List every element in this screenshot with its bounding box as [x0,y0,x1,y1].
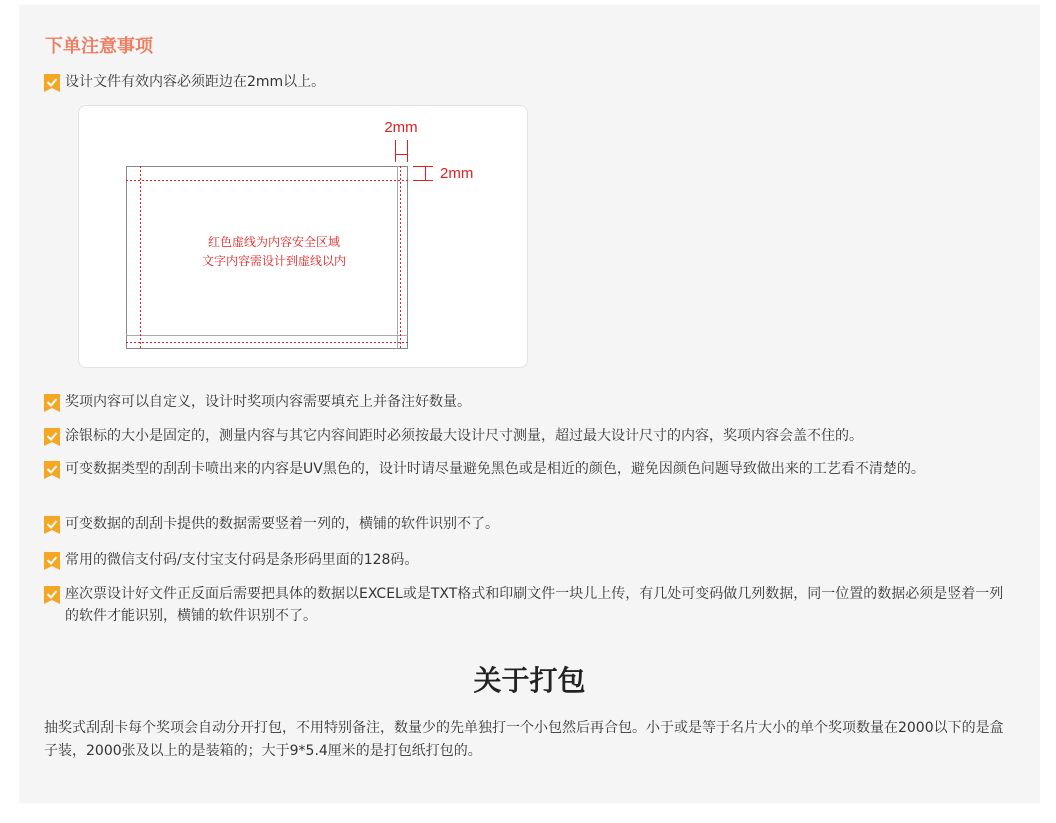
check-badge-icon [44,428,60,446]
note-item [44,391,1004,413]
note-text: 奖项内容可以自定义，设计时奖项内容需要填充上并备注好数量。 [65,394,471,410]
check-badge-icon [44,552,60,570]
check-badge-icon [44,74,60,92]
note-item [44,513,1004,535]
check-badge-icon [44,461,60,479]
note-item [44,425,1004,447]
side-margin-label: 2mm [440,165,474,182]
note-item [44,549,1004,571]
safe-area-text-2: 文字内容需设计到虚线以内 [201,254,347,268]
content-panel [19,5,1040,803]
notes-section-title: 下单注意事项 [45,36,153,57]
note-item [44,458,1004,480]
safe-area-illustration [79,106,527,367]
check-badge-icon [44,516,60,534]
note-text: 可变数据的刮刮卡提供的数据需要竖着一列的，横铺的软件识别不了。 [65,516,499,532]
safe-area-diagram [78,105,528,368]
note-text: 可变数据类型的刮刮卡喷出来的内容是UV黑色的，设计时请尽量避免黑色或是相近的颜色，避免因颜色问题导致做出来的工艺看不清楚的。 [65,461,925,477]
top-margin-label: 2mm [384,119,418,136]
packing-description: 抽奖式刮刮卡每个奖项会自动分开打包，不用特别备注，数量少的先单独打一个小包然后再合包。小于或是等于名片大小的单个奖项数量在2000以下的是盒子装，2000张及以上的是装箱的；大于9*5.4厘米的是打包纸打包的。 [44,720,1004,759]
note-text: 涂银标的大小是固定的，测量内容与其它内容间距时必须按最大设计尺寸测量，超过最大设计尺寸的内容，奖项内容会盖不住的。 [65,428,863,444]
check-badge-icon [44,394,60,412]
note-text: 常用的微信支付码/支付宝支付码是条形码里面的128码。 [65,552,419,568]
packing-section-title: 关于打包 [473,664,586,697]
note-text: 设计文件有效内容必须距边在2mm以上。 [65,74,326,90]
check-badge-icon [44,586,60,604]
note-item [44,71,1004,93]
note-item [44,583,1004,627]
safe-area-text-1: 红色虚线为内容安全区域 [207,235,341,249]
note-text: 座次票设计好文件正反面后需要把具体的数据以EXCEL或是TXT格式和印刷文件一块儿上传，有几处可变码做几列数据，同一位置的数据必须是竖着一列的软件才能识别，横铺的软件识别不了。 [65,586,1004,624]
